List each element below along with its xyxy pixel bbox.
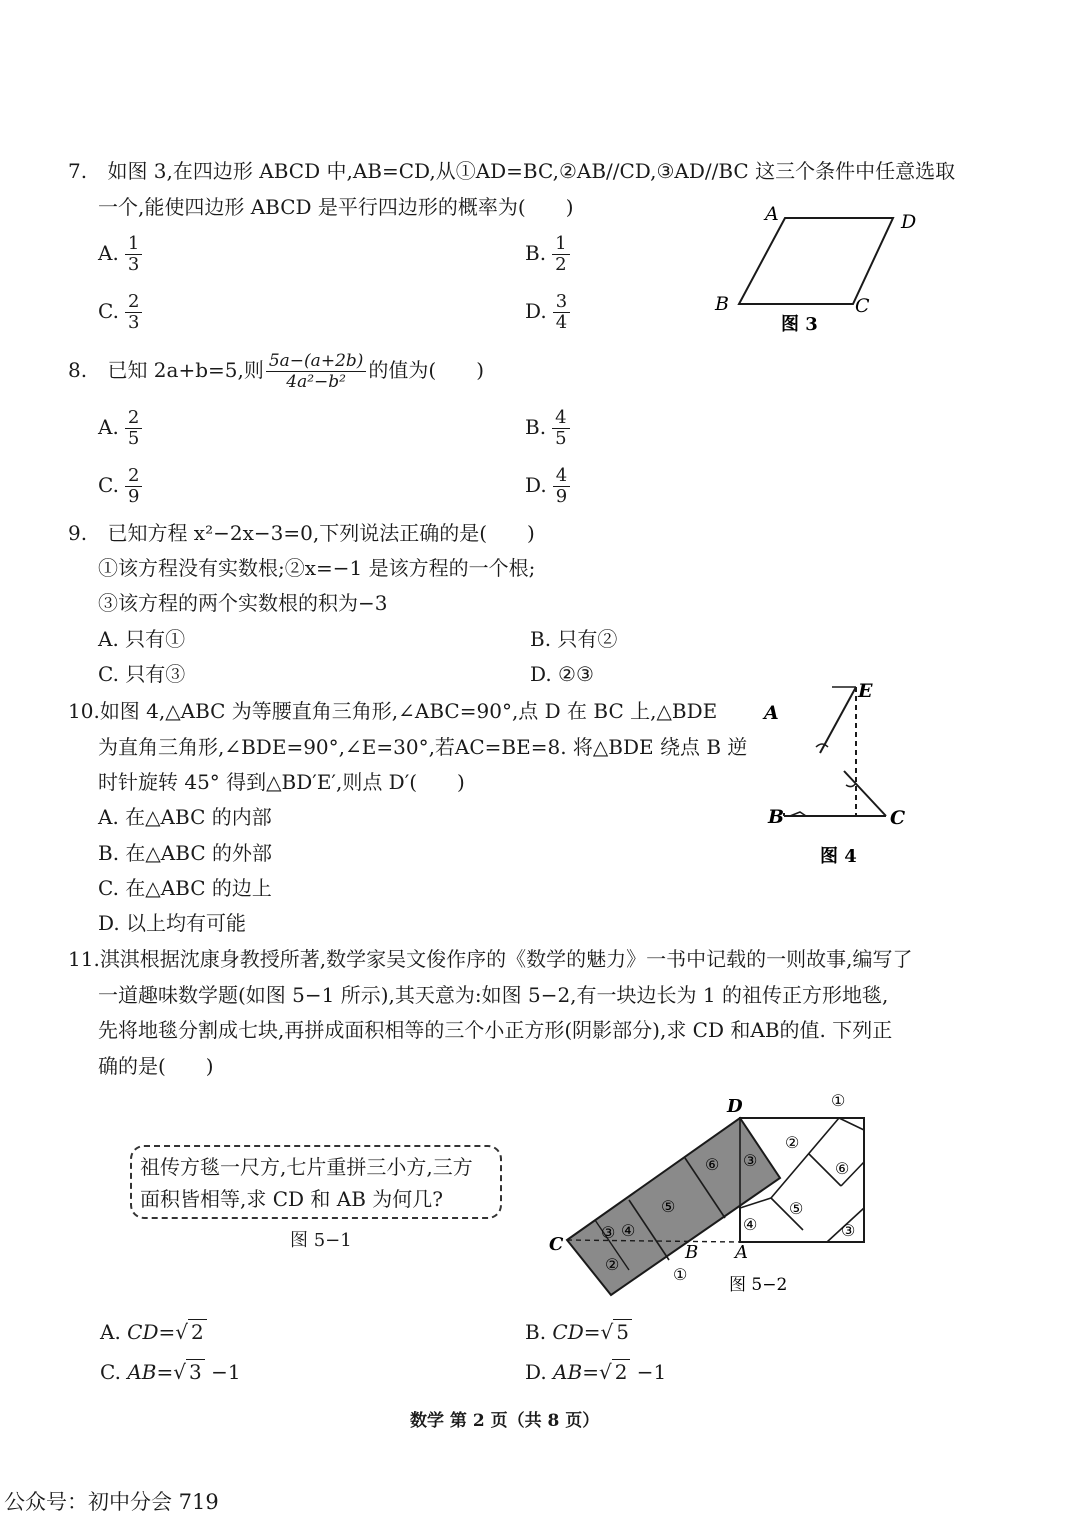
watermark-text: 公众号：初中分会 719 [4,1490,219,1514]
option-lhs: AB= [553,1360,599,1384]
q11-option-c[interactable] [100,1358,241,1386]
fig3-label-a: A [765,203,779,225]
q7-number: 7. [68,159,88,183]
fig5-2-label-c: C [549,1234,564,1255]
radicand: 3 [186,1359,205,1384]
q8-number: 8. [68,358,88,382]
piece-3-small-label: ③ [601,1223,616,1242]
fraction: $\frac{2}{5}$ [125,408,142,449]
q8-option-c[interactable] [98,466,142,507]
q8-option-d[interactable] [525,466,570,507]
option-label: C. [98,473,119,497]
piece-4-label: ④ [743,1215,758,1234]
q11-line4: 确的是( ) [98,1054,214,1078]
piece-2-strip-label: ② [605,1255,620,1274]
fig5-2-label-d: D [727,1096,743,1117]
option-label: A. [100,1320,121,1344]
piece-5-label: ⑤ [789,1199,804,1218]
option-label: A. [98,415,119,439]
q9-text-1: 已知方程 x²−2x−3=0,下列说法正确的是( ) [107,521,535,545]
option-text: 只有③ [125,662,186,686]
q9-option-c[interactable] [98,660,185,688]
option-tail: −1 [636,1360,667,1384]
q10-option-c[interactable] [98,874,272,902]
q8-text-pre: 已知 2a+b=5,则 [107,358,264,382]
fig4-caption: 图 4 [820,846,857,867]
option-label: A. [98,627,119,651]
piece-3-label: ③ [841,1221,856,1240]
fig5-2-label-b: B [685,1242,699,1263]
option-label: D. [98,911,120,935]
page-footer: 数学 第 2 页（共 8 页） [410,1411,600,1431]
fig5-1-caption: 图 5−1 [290,1230,352,1251]
option-text: 以上均有可能 [126,911,247,935]
q10-text-1: 如图 4,△ABC 为等腰直角三角形,∠ABC=90°,点 D 在 BC 上,△BDE [99,699,718,723]
option-label: C. [98,299,119,323]
q11-option-b[interactable] [525,1318,632,1346]
fraction: $\frac{2}{9}$ [125,466,142,507]
radicand: 2 [612,1359,631,1384]
segment-ac-part [844,771,886,816]
option-lhs: CD= [127,1320,176,1344]
option-label: D. [525,1360,547,1384]
piece-5-strip-label: ⑤ [661,1197,676,1216]
fig3-label-d: D [901,211,917,233]
sqrt-sign: √ [173,1360,186,1384]
option-label: A. [98,805,119,829]
option-label: B. [98,841,120,865]
option-label: D. [530,662,552,686]
fraction: $\frac{2}{3}$ [125,292,142,333]
option-label: C. [98,876,119,900]
q9-option-a[interactable] [98,625,185,653]
q8-option-a[interactable] [98,408,142,449]
q9-line3: ③该方程的两个实数根的积为−3 [98,591,388,615]
q8-line [68,350,484,392]
option-text: 在△ABC 的边上 [125,876,272,900]
option-tail: −1 [211,1360,241,1384]
q7-option-c[interactable] [98,292,142,333]
fig3-label-b: B [715,293,729,315]
option-lhs: AB= [127,1360,174,1384]
fig3-caption: 图 3 [781,314,818,335]
q11-line1 [68,945,913,973]
fig4-label-a: A [764,702,779,724]
option-text: ②③ [558,662,594,686]
q10-option-a[interactable] [98,803,272,831]
q8-text-post: 的值为( ) [368,358,485,382]
q10-number: 10. [68,699,100,723]
q10-option-d[interactable] [98,909,246,937]
q11-text-1: 淇淇根据沈康身教授所著,数学家吴文俊作序的《数学的魅力》一书中记载的一则故事,编写了 [99,947,913,971]
option-label: B. [525,241,547,265]
option-lhs: CD= [552,1320,601,1344]
option-text: 只有② [557,627,618,651]
fig5-2-label-a: A [735,1242,748,1263]
option-label: C. [98,662,119,686]
fraction: $\frac{3}{4}$ [553,292,570,333]
fig5-2-caption: 图 5−2 [729,1275,788,1295]
q7-line2: 一个,能使四边形 ABCD 是平行四边形的概率为( ) [98,195,574,219]
fig4-label-b: B [768,806,785,828]
option-text: 在△ABC 的内部 [125,805,272,829]
fig3-label-c: C [855,295,870,317]
option-label: D. [525,473,547,497]
segment-eb-sketch [820,687,856,753]
option-label: D. [525,299,547,323]
sqrt-sign: √ [598,1360,612,1384]
q10-line1 [68,697,717,725]
fig4-label-c: C [890,807,906,829]
q8-expression: $\frac{5a-(a+2b)}{\text{4a²−b²}}$ [266,351,367,392]
q10-line2: 为直角三角形,∠BDE=90°,∠E=30°,若AC=BE=8. 将△BDE 绕点 B 逆 [98,735,748,759]
q11-number: 11. [68,947,100,971]
figure-4-triangles [760,675,930,875]
q7-line1 [68,157,955,185]
q11-line2: 一道趣味数学题(如图 5−1 所示),其天意为:如图 5−2,有一块边长为 1 的祖传正方形地毯, [98,983,889,1007]
fraction: $\frac{4}{5}$ [552,408,569,449]
q9-option-b[interactable] [530,625,617,653]
option-label: B. [530,627,552,651]
q11-option-a[interactable] [100,1318,207,1346]
fraction: $\frac{1}{2}$ [552,234,569,275]
parallelogram-shape [739,218,893,304]
piece-6-label: ⑥ [835,1159,850,1178]
option-label: C. [100,1360,121,1384]
q9-line2: ①该方程没有实数根;②x=−1 是该方程的一个根; [98,556,536,580]
q9-line1 [68,519,535,547]
fig4-label-e: E [858,680,873,702]
q7-text-1: 如图 3,在四边形 ABCD 中,AB=CD,从①AD=BC,②AB//CD,③AD//BC 这三个条件中任意选取 [107,159,956,183]
q7-option-b[interactable] [525,234,570,275]
piece-1-label-bottom: ① [673,1265,688,1284]
option-label: B. [525,415,547,439]
figure-3-parallelogram [705,198,935,338]
option-label: A. [98,241,119,265]
sqrt-sign: √ [600,1320,614,1344]
q7-option-d[interactable] [525,292,570,333]
piece-4-strip-label: ④ [621,1221,636,1240]
option-label: B. [525,1320,547,1344]
piece-1-label-top: ① [831,1091,846,1110]
figure-5-1-poem-box: 祖传方毯一尺方,七片重拼三小方,三方面积皆相等,求 CD 和 AB 为何几? [130,1145,502,1219]
q7-option-a[interactable] [98,234,142,275]
q9-option-d[interactable] [530,660,594,688]
fraction: $\frac{1}{3}$ [125,234,142,275]
piece-2-label: ② [785,1133,800,1152]
option-text: 只有① [125,627,186,651]
q11-line3: 先将地毯分割成七块,再拼成面积相等的三个小正方形(阴影部分),求 CD 和AB的值. 下列正 [98,1018,893,1042]
q8-option-b[interactable] [525,408,570,449]
figure-5-2-carpet [545,1090,875,1305]
fraction: $\frac{4}{9}$ [553,466,570,507]
piece-3-strip-label: ③ [743,1151,758,1170]
option-text: 在△ABC 的外部 [125,841,272,865]
q10-line3: 时针旋转 45° 得到△BD′E′,则点 D′( ) [98,770,465,794]
q10-option-b[interactable] [98,839,272,867]
piece-6-strip-label: ⑥ [705,1155,720,1174]
q9-number: 9. [68,521,88,545]
radicand: 5 [613,1319,632,1344]
radicand: 2 [188,1319,207,1344]
q11-option-d[interactable] [525,1358,666,1386]
sqrt-sign: √ [175,1320,189,1344]
